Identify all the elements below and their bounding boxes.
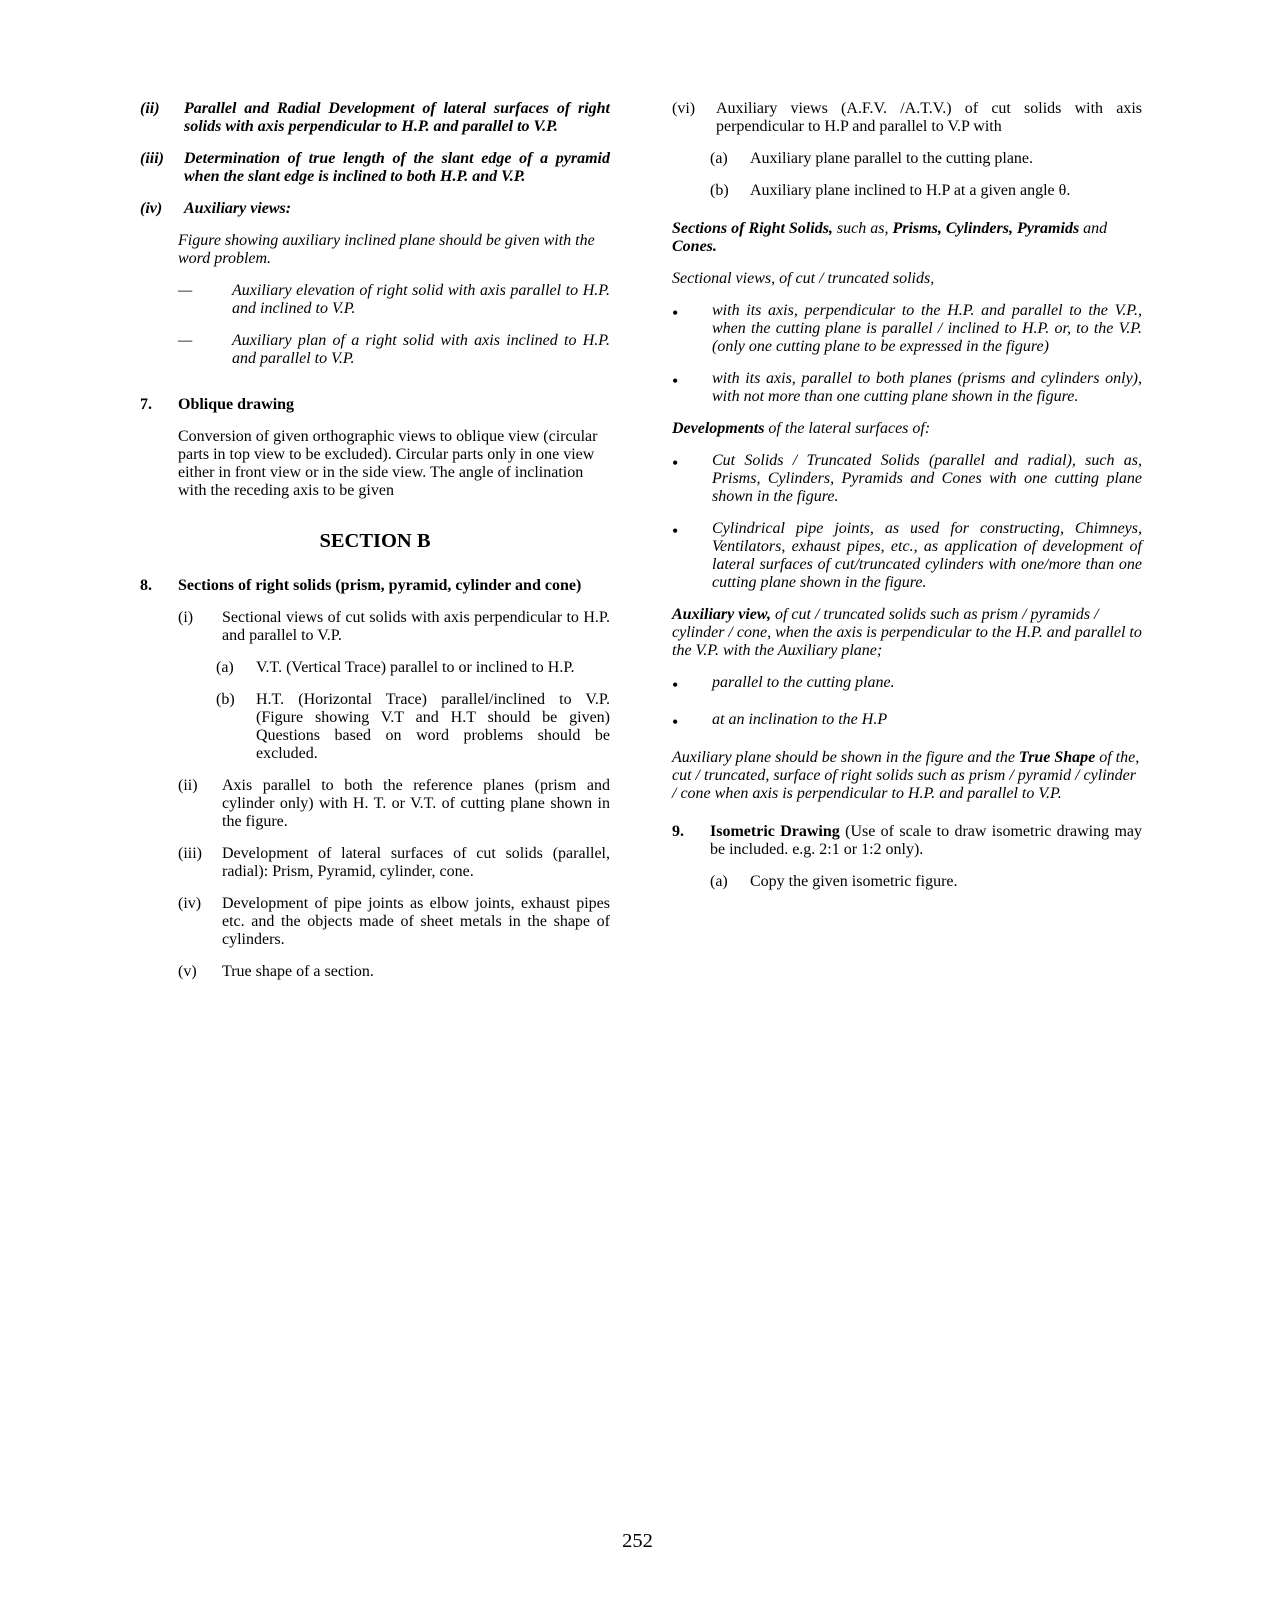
bullet-text: with its axis, perpendicular to the H.P. and parallel to the V.P., when the cutting plane is parallel / inclined to H.P. or, to the V.P. (only one cutting plane to be expressed in the figure) xyxy=(712,302,1142,355)
list-marker: (a) xyxy=(216,659,234,676)
right-column xyxy=(672,100,1142,905)
list-text: Determination of true length of the slant edge of a pyramid when the slant edge is inclined to both H.P. and V.P. xyxy=(184,150,610,185)
list-marker: (a) xyxy=(710,872,728,890)
bullet-icon: • xyxy=(672,675,679,695)
section-b-heading: SECTION B xyxy=(319,530,431,552)
dash-text: Auxiliary plan of a right solid with axis inclined to H.P. and parallel to V.P. xyxy=(232,332,610,367)
list-marker: (ii) xyxy=(178,777,198,794)
bullet-item xyxy=(672,674,1142,697)
list-item xyxy=(710,873,1142,891)
list-item xyxy=(216,659,610,677)
numbered-item-7 xyxy=(140,396,610,414)
dash-item xyxy=(178,282,610,318)
bullet-text: Cylindrical pipe joints, as used for constructing, Chimneys, Ventilators, exhaust pipes, etc., as application of development of lateral surfaces of cut/truncated cylinders with one/more than one cutting plane shown in the figure. xyxy=(712,520,1142,591)
auxiliary-view-label: Auxiliary view, xyxy=(672,606,771,623)
list-item xyxy=(140,200,610,218)
bullet-item xyxy=(672,711,1142,734)
numbered-item-8 xyxy=(140,577,610,595)
bullet-item xyxy=(672,520,1142,592)
list-item xyxy=(178,963,610,981)
list-item xyxy=(178,895,610,949)
list-text: Auxiliary plane parallel to the cutting plane. xyxy=(750,150,1034,167)
item-title: Sections of right solids (prism, pyramid, cylinder and cone) xyxy=(178,577,582,594)
item-number: 8. xyxy=(140,577,152,594)
bullet-item xyxy=(672,302,1142,356)
list-text: Development of lateral surfaces of cut solids (parallel, radial): Prism, Pyramid, cylinder, cone. xyxy=(222,845,610,880)
true-shape-label: True Shape xyxy=(1018,748,1096,766)
developments-label: Developments xyxy=(672,420,765,437)
bullet-item xyxy=(672,370,1142,406)
list-marker: (iv) xyxy=(178,895,202,912)
list-item xyxy=(178,845,610,881)
list-item xyxy=(672,100,1142,136)
bullet-icon: • xyxy=(672,371,679,391)
numbered-item-9 xyxy=(672,823,1142,859)
heading-part-4: and xyxy=(1079,220,1108,237)
list-item xyxy=(140,100,610,136)
two-column-layout xyxy=(140,100,1145,995)
list-item xyxy=(178,609,610,645)
item-title: Oblique drawing xyxy=(178,396,295,413)
heading-part-1: Sections of Right Solids, xyxy=(672,220,833,237)
list-item xyxy=(710,150,1142,168)
list-text: Copy the given isometric figure. xyxy=(750,872,958,890)
bullet-text: parallel to the cutting plane. xyxy=(712,674,895,691)
item-number: 7. xyxy=(140,396,152,413)
auxiliary-view-rest: of cut / truncated solids such as prism / pyramids / cylinder / cone, when the axis is perpendicular to the H.P. and parallel to the V.P. with the Auxiliary plane; xyxy=(672,606,1142,659)
bullet-text: with its axis, parallel to both planes (prisms and cylinders only), with not more than one cutting plane shown in the figure. xyxy=(712,370,1142,405)
list-text: Axis parallel to both the reference planes (prism and cylinder only) with H. T. or V.T. of cutting plane shown in the figure. xyxy=(222,777,610,830)
bullet-icon: • xyxy=(672,521,679,541)
item-9-title: Isometric Drawing xyxy=(710,822,840,840)
heading-part-5: Cones. xyxy=(672,238,717,255)
left-column xyxy=(140,100,610,995)
developments-heading xyxy=(672,420,1142,438)
bullet-icon: • xyxy=(672,303,679,323)
auxiliary-view-paragraph xyxy=(672,606,1142,660)
list-text: True shape of a section. xyxy=(222,963,374,980)
list-text: Sectional views of cut solids with axis perpendicular to H.P. and parallel to V.P. xyxy=(222,609,610,644)
list-marker: (iv) xyxy=(140,200,163,217)
bullet-item xyxy=(672,452,1142,506)
list-text: Auxiliary views: xyxy=(184,200,292,217)
list-marker: (vi) xyxy=(672,100,696,117)
developments-rest: of the lateral surfaces of: xyxy=(764,420,931,437)
bullet-icon: • xyxy=(672,453,679,473)
list-text: H.T. (Horizontal Trace) parallel/inclined to V.P. (Figure showing V.T and H.T should be given) Questions based on word problems should be excluded. xyxy=(256,691,610,762)
list-item xyxy=(710,182,1142,200)
list-item xyxy=(178,777,610,831)
sectional-views-intro: Sectional views, of cut / truncated solids, xyxy=(672,270,935,287)
list-item xyxy=(216,691,610,763)
sections-of-right-solids-heading xyxy=(672,220,1142,256)
list-text: Development of pipe joints as elbow joints, exhaust pipes etc. and the objects made of sheet metals in the shape of cylinders. xyxy=(222,895,610,948)
item-number: 9. xyxy=(672,822,684,840)
list-marker: (iii) xyxy=(178,845,202,862)
bullet-text: Cut Solids / Truncated Solids (parallel and radial), such as, Prisms, Cylinders, Pyramids and Cones with one cutting plane shown in the figure. xyxy=(712,452,1142,505)
list-marker: (iii) xyxy=(140,150,164,167)
list-marker: (ii) xyxy=(140,100,160,117)
list-marker: (b) xyxy=(216,691,235,708)
list-marker: (a) xyxy=(710,150,728,167)
item-9-body xyxy=(710,823,1142,859)
list-item xyxy=(140,150,610,186)
list-marker: (i) xyxy=(178,609,194,626)
auxiliary-views-note: Figure showing auxiliary inclined plane should be given with the word problem. xyxy=(178,232,595,267)
list-text: Auxiliary views (A.F.V. /A.T.V.) of cut solids with axis perpendicular to H.P and parallel to V.P with xyxy=(716,100,1142,135)
page-number: 252 xyxy=(622,1530,653,1552)
list-text: V.T. (Vertical Trace) parallel to or inclined to H.P. xyxy=(256,659,575,676)
dash-item xyxy=(178,332,610,368)
item-7-body: Conversion of given orthographic views to oblique view (circular parts in top view to be excluded). Circular parts only in one view either in front view or in the side view. The angle of inclination with the receding axis to be given xyxy=(178,428,598,499)
note-part-1: Auxiliary plane should be shown in the figure and the xyxy=(672,748,1019,766)
dash-text: Auxiliary elevation of right solid with axis parallel to H.P. and inclined to V.P. xyxy=(232,282,610,317)
dash-marker: — xyxy=(178,282,193,299)
heading-part-3: Prisms, Cylinders, Pyramids xyxy=(892,220,1080,237)
bullet-icon: • xyxy=(672,712,679,733)
bullet-text: at an inclination to the H.P xyxy=(712,711,888,729)
list-marker: (b) xyxy=(710,182,729,199)
list-marker: (v) xyxy=(178,963,197,980)
auxiliary-plane-note xyxy=(672,749,1142,803)
list-text: Parallel and Radial Development of lateral surfaces of right solids with axis perpendicular to H.P. and parallel to V.P. xyxy=(184,100,610,135)
note-part-2: of the, cut / truncated, surface of right solids such as prism / pyramid / cylinder / cone when axis is perpendicular to H.P. and parallel to V.P. xyxy=(672,748,1140,802)
item-9-rest: (Use of scale to draw isometric drawing may be included. e.g. 2:1 or 1:2 only). xyxy=(710,822,1142,858)
list-text: Auxiliary plane inclined to H.P at a given angle θ. xyxy=(750,182,1071,199)
heading-part-2: such as, xyxy=(832,220,893,237)
dash-marker: — xyxy=(178,332,193,349)
